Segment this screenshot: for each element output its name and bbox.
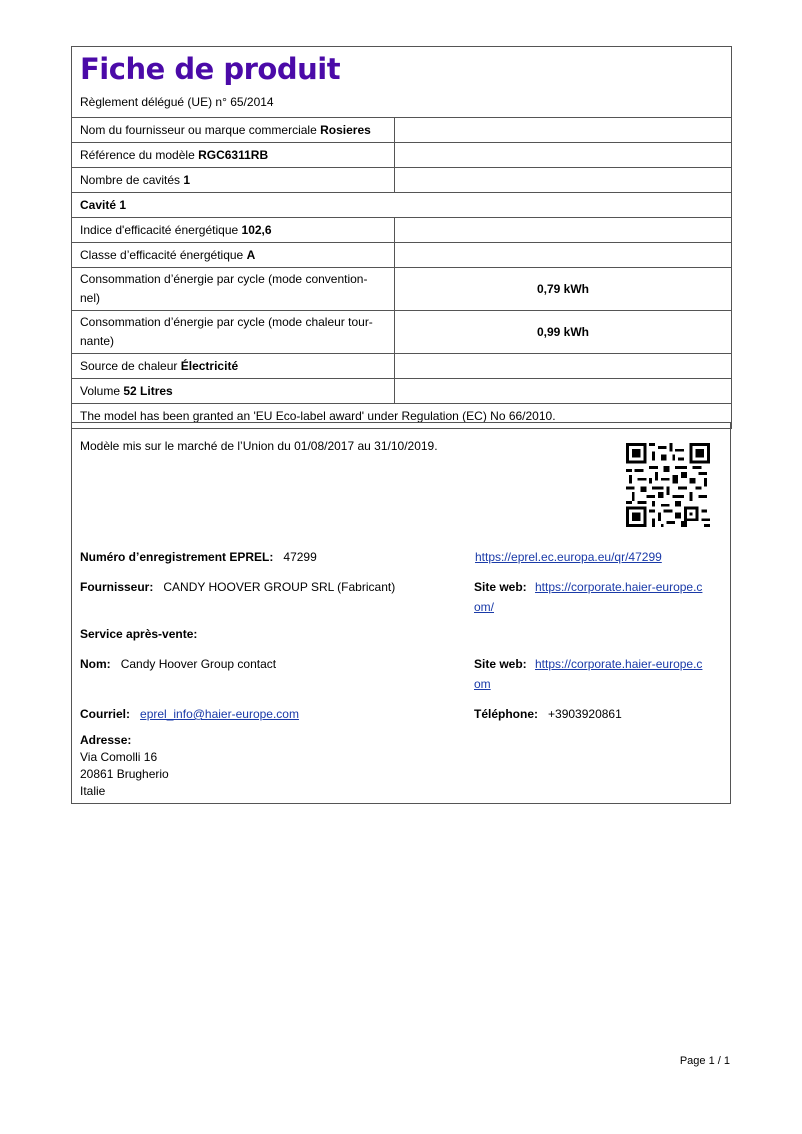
address-line1: Via Comolli 16 (80, 750, 158, 764)
heat-value: Électricité (180, 359, 239, 373)
address-line3: Italie (80, 784, 106, 798)
title-cell (72, 47, 732, 118)
eprel-row (80, 547, 317, 567)
model-label: Référence du modèle (80, 148, 195, 162)
phone-label: Téléphone: (474, 707, 539, 721)
supplier-info-box (71, 422, 731, 804)
eprel-value: 47299 (283, 550, 317, 564)
table-row (72, 243, 732, 268)
table-row (72, 193, 732, 218)
eprel-link[interactable]: https://eprel.ec.europa.eu/qr/47299 (475, 550, 662, 564)
service-heading: Service après-vente: (80, 627, 198, 641)
table-row (72, 118, 732, 143)
table-row (72, 354, 732, 379)
page-title: Fiche de produit (80, 52, 341, 86)
name-label: Nom: (80, 657, 111, 671)
table-row (72, 379, 732, 404)
phone-value: +3903920861 (548, 707, 622, 721)
class-value: A (246, 248, 256, 262)
class-label: Classe d’efficacité énergétique (80, 248, 244, 262)
supplier-value: Rosieres (320, 123, 371, 137)
email-label: Courriel: (80, 707, 131, 721)
volume-label: Volume (80, 384, 121, 398)
phone-row (474, 704, 622, 724)
email-row (80, 704, 299, 724)
website-label: Site web: (474, 580, 527, 594)
table-row (72, 311, 732, 354)
supplier-info-label: Fournisseur: (80, 580, 154, 594)
conv-value: 0,79 kWh (395, 268, 732, 311)
product-sheet-table (71, 46, 731, 429)
page-number: Page 1 / 1 (679, 1055, 730, 1067)
table-row (72, 218, 732, 243)
address-block (80, 732, 169, 800)
eei-label: Indice d'efficacité énergétique (80, 223, 239, 237)
supplier-label: Nom du fournisseur ou marque commerciale (80, 123, 317, 137)
ecolabel-text: The model has been granted an 'EU Eco-label award' under Regulation (EC) No 66/2010. (72, 404, 732, 429)
fan-value: 0,99 kWh (395, 311, 732, 354)
table-row (72, 168, 732, 193)
website-row (474, 577, 527, 597)
model-value: RGC6311RB (198, 148, 269, 162)
table-row (72, 268, 732, 311)
market-dates: Modèle mis sur le marché de l’Union du 01/08/2017 au 31/10/2019. (80, 439, 438, 453)
supplier-info-value: CANDY HOOVER GROUP SRL (Fabricant) (163, 580, 396, 594)
email-link[interactable]: eprel_info@haier-europe.com (140, 707, 299, 721)
cavities-value: 1 (183, 173, 191, 187)
cavity-heading: Cavité 1 (80, 198, 127, 212)
fan-label: Consommation d’énergie par cycle (mode chaleur tour-nante) (80, 315, 373, 348)
supplier-row (80, 577, 395, 597)
website2-link-line2[interactable]: om (474, 677, 491, 691)
address-label: Adresse: (80, 733, 132, 747)
name-row (80, 654, 276, 674)
address-line2: 20861 Brugherio (80, 767, 169, 781)
heat-label: Source de chaleur (80, 359, 178, 373)
conv-label: Consommation d’énergie par cycle (mode convention-nel) (80, 272, 368, 305)
website-link-line1[interactable]: https://corporate.haier-europe.c (535, 580, 703, 594)
qr-code-icon[interactable] (626, 443, 710, 527)
table-row (72, 143, 732, 168)
website2-label: Site web: (474, 657, 527, 671)
name-value: Candy Hoover Group contact (120, 657, 277, 671)
website-link-line2[interactable]: om/ (474, 600, 495, 614)
eei-value: 102,6 (241, 223, 272, 237)
volume-value: 52 Litres (123, 384, 173, 398)
regulation-text: Règlement délégué (UE) n° 65/2014 (80, 95, 274, 109)
website2-row (474, 654, 527, 674)
cavities-label: Nombre de cavités (80, 173, 181, 187)
website2-link-line1[interactable]: https://corporate.haier-europe.c (535, 657, 703, 671)
eprel-label: Numéro d’enregistrement EPREL: (80, 550, 274, 564)
